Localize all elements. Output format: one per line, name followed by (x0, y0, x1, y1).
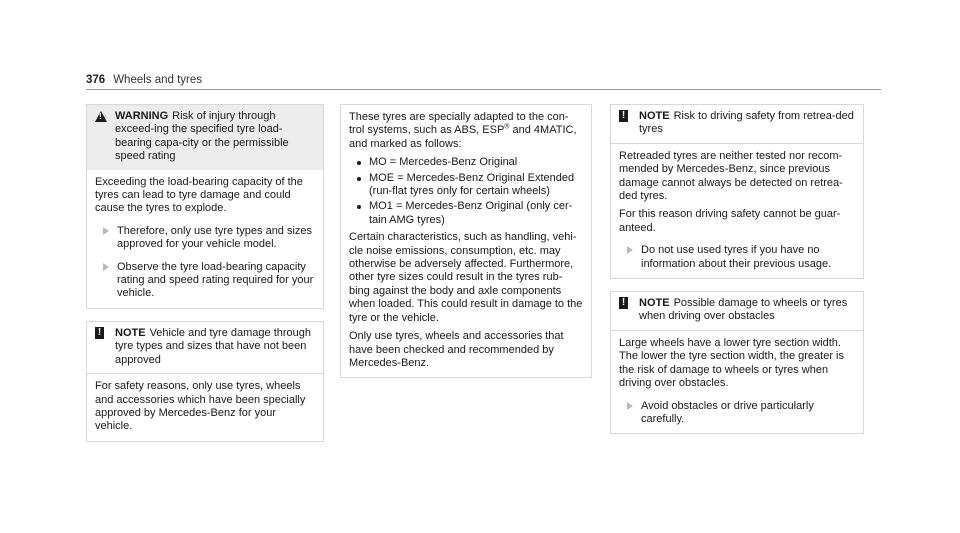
note-body: Retreaded tyres are neither tested nor recom-mended by Mercedes-Benz, since previous damage cannot always be detected on retrea-ded tyres. For this reason driving safety cannot be guar-anteed. Do not use used tyres if you have no information about their previous usage. (611, 143, 863, 278)
warning-header (87, 105, 323, 170)
column-3 (610, 104, 864, 446)
note-step: Do not use used tyres if you have no information about their previous usage. (619, 244, 855, 271)
tyre-info-box (340, 104, 592, 378)
list-item: MO = Mercedes-Benz Original (349, 156, 583, 169)
note-header: ! NOTE Possible damage to wheels or tyres when driving over obstacles (611, 292, 863, 330)
page-number: 376 (86, 74, 106, 86)
note-header: ! NOTE Risk to driving safety from retrea-ded tyres (611, 105, 863, 143)
note-step: Avoid obstacles or drive particularly carefully. (619, 400, 855, 427)
page-header (86, 74, 202, 86)
note-exclamation-icon: ! (619, 297, 628, 309)
intro-text: These tyres are specially adapted to the con-trol systems, such as ABS, ESP® and 4MATIC, and marked as follows: (349, 111, 577, 150)
note-label: NOTE (115, 326, 146, 339)
warning-label: WARNING (115, 110, 169, 122)
note-title: Risk to driving safety from retrea-ded tyres (639, 110, 854, 136)
warning-triangle-icon (95, 111, 107, 122)
note-box-retreaded (610, 104, 864, 279)
marking-list (349, 156, 583, 227)
note-title: Vehicle and tyre damage through tyre types and sizes that have not been approved (115, 326, 312, 366)
step-arrow-icon (627, 402, 633, 410)
warning-step-2: Observe the tyre load-bearing capacity rating and speed rating required for your vehicle. (95, 261, 315, 301)
column-2 (340, 104, 592, 390)
note-body (87, 373, 323, 441)
step-arrow-icon (103, 227, 109, 235)
note-header (87, 322, 323, 373)
note-text: For safety reasons, only use tyres, wheels and accessories which have been specially approved by Mercedes-Benz for your vehicle. (95, 380, 306, 433)
recommendation-text: Only use tyres, wheels and accessories that have been checked and recommended by Mercedes-Benz. (349, 330, 564, 369)
warning-box (86, 104, 324, 309)
step-arrow-icon (627, 246, 633, 254)
note-body: Large wheels have a lower tyre section width. The lower the tyre section width, the greater is the risk of damage to wheels or tyres when driving over obstacles. Avoid obstacles or drive particularly carefully. (611, 330, 863, 433)
warning-text: Exceeding the load-bearing capacity of the tyres can lead to tyre damage and could cause the tyres to explode. (95, 175, 303, 215)
list-item: MO1 = Mercedes-Benz Original (only cer-tain AMG tyres) (349, 200, 583, 227)
list-item: MOE = Mercedes-Benz Original Extended (run-flat tyres only for certain wheels) (349, 172, 583, 199)
note-exclamation-icon: ! (619, 110, 628, 122)
warning-title: Risk of injury through exceed-ing the specified tyre load-bearing capa-city or the permissible speed rating (115, 110, 289, 163)
warning-body (87, 170, 323, 308)
warning-step-1: Therefore, only use tyre types and sizes approved for your vehicle model. (95, 225, 315, 252)
characteristics-text: Certain characteristics, such as handling, vehi-cle noise emissions, consumption, etc. may otherwise be adversely affected. Furthermore, other tyre sizes could result in the tyres rub-bing against the body and axle components when loaded. This could result in damage to the tyre or the vehicle. (349, 231, 583, 324)
header-divider (86, 89, 881, 90)
section-title: Wheels and tyres (113, 74, 203, 86)
column-1 (86, 104, 324, 454)
step-arrow-icon (103, 263, 109, 271)
note-box-approval (86, 321, 324, 442)
note-box-obstacles (610, 291, 864, 434)
note-exclamation-icon: ! (95, 327, 104, 339)
note-title: Possible damage to wheels or tyres when driving over obstacles (639, 297, 848, 323)
